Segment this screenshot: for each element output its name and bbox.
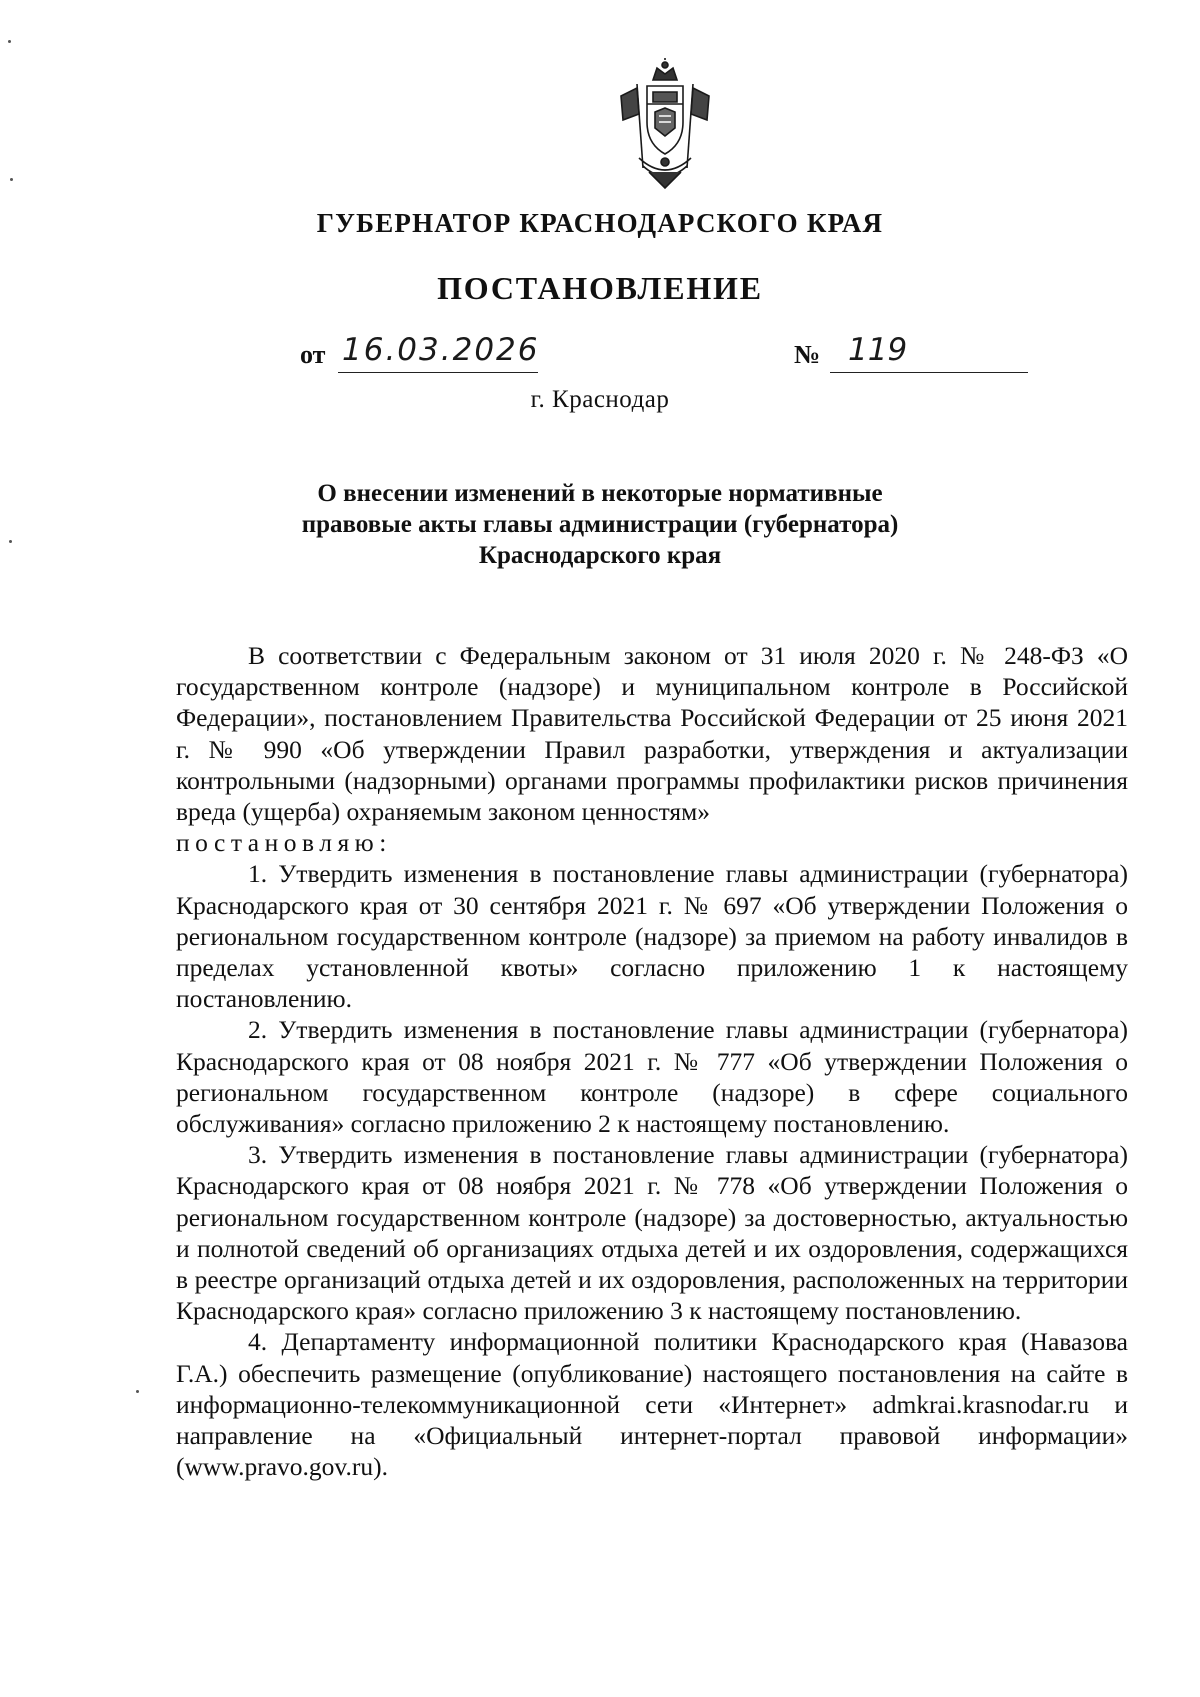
scan-speck — [10, 178, 13, 181]
handwritten-number: 119 — [848, 332, 908, 368]
clause-paragraph: 1. Утвердить изменения в постановление главы администрации (губернатора) Краснодарского края от 30 сентября 2021 г. № 697 «Об утверждении Положения о региональном государственном контроле (надзоре) за приемом на работу инвалидов в пределах установленной квоты» согласно приложению 1 к настоящему постановлению. — [176, 859, 1128, 1014]
document-title — [250, 478, 950, 571]
clause-paragraph: 2. Утвердить изменения в постановление главы администрации (губернатора) Краснодарского края от 08 ноября 2021 г. № 777 «Об утверждении Положения о региональном государственном контроле (надзоре) в сфере социального обслуживания» согласно приложению 2 к настоящему постановлению. — [176, 1015, 1128, 1139]
number-underline — [830, 372, 1028, 373]
coat-of-arms-icon — [613, 58, 717, 190]
handwritten-date: 16.03.2026 — [342, 332, 540, 368]
title-line: правовые акты главы администрации (губернатора) — [301, 511, 899, 538]
city-line: г. Краснодар — [530, 386, 670, 413]
scan-speck — [136, 1390, 139, 1393]
document-type-heading: ПОСТАНОВЛЕНИЕ — [437, 270, 763, 306]
title-line: Краснодарского края — [478, 542, 722, 569]
clause-paragraph: 4. Департаменту информационной политики Краснодарского края (Навазова Г.А.) обеспечить размещение (опубликование) настоящего постановления на сайте в информационно-телекоммуникационной сети «Интернет» admkrai.krasnodar.ru и направление на «Официальный интернет-портал правовой информации» (www.pravo.gov.ru). — [176, 1327, 1128, 1482]
clause-paragraph: 3. Утвердить изменения в постановление главы администрации (губернатора) Краснодарского края от 08 ноября 2021 г. № 778 «Об утверждении Положения о региональном государственном контроле (надзоре) за достоверностью, актуальностью и полнотой сведений об организациях отдыха детей и их оздоровления, содержащихся в реестре организаций отдыха детей и их оздоровления, расположенных на территории Краснодарского края» согласно приложению 3 к настоящему постановлению. — [176, 1140, 1128, 1326]
number-prefix: № — [794, 340, 821, 369]
resolve-word: постановляю: — [176, 828, 392, 858]
preamble-paragraph: В соответствии с Федеральным законом от 31 июля 2020 г. № 248-ФЗ «О государственном контроле (надзоре) и муниципальном контроле в Российской Федерации», постановлением Правительства Российской Федерации от 25 июня 2021 г. № 990 «Об утверждении Правил разработки, утверждения и актуализации контрольными (надзорными) органами программы профилактики рисков причинения вреда (ущерба) охраняемым законом ценностям» — [176, 641, 1128, 827]
date-number-row — [0, 334, 1200, 378]
date-prefix: от — [300, 340, 326, 369]
issuer-heading: ГУБЕРНАТОР КРАСНОДАРСКОГО КРАЯ — [316, 208, 884, 238]
title-line: О внесении изменений в некоторые нормативные — [317, 480, 883, 507]
scan-speck — [8, 40, 11, 43]
date-underline — [338, 372, 538, 373]
document-body — [176, 640, 1128, 1482]
scan-speck — [9, 540, 12, 543]
